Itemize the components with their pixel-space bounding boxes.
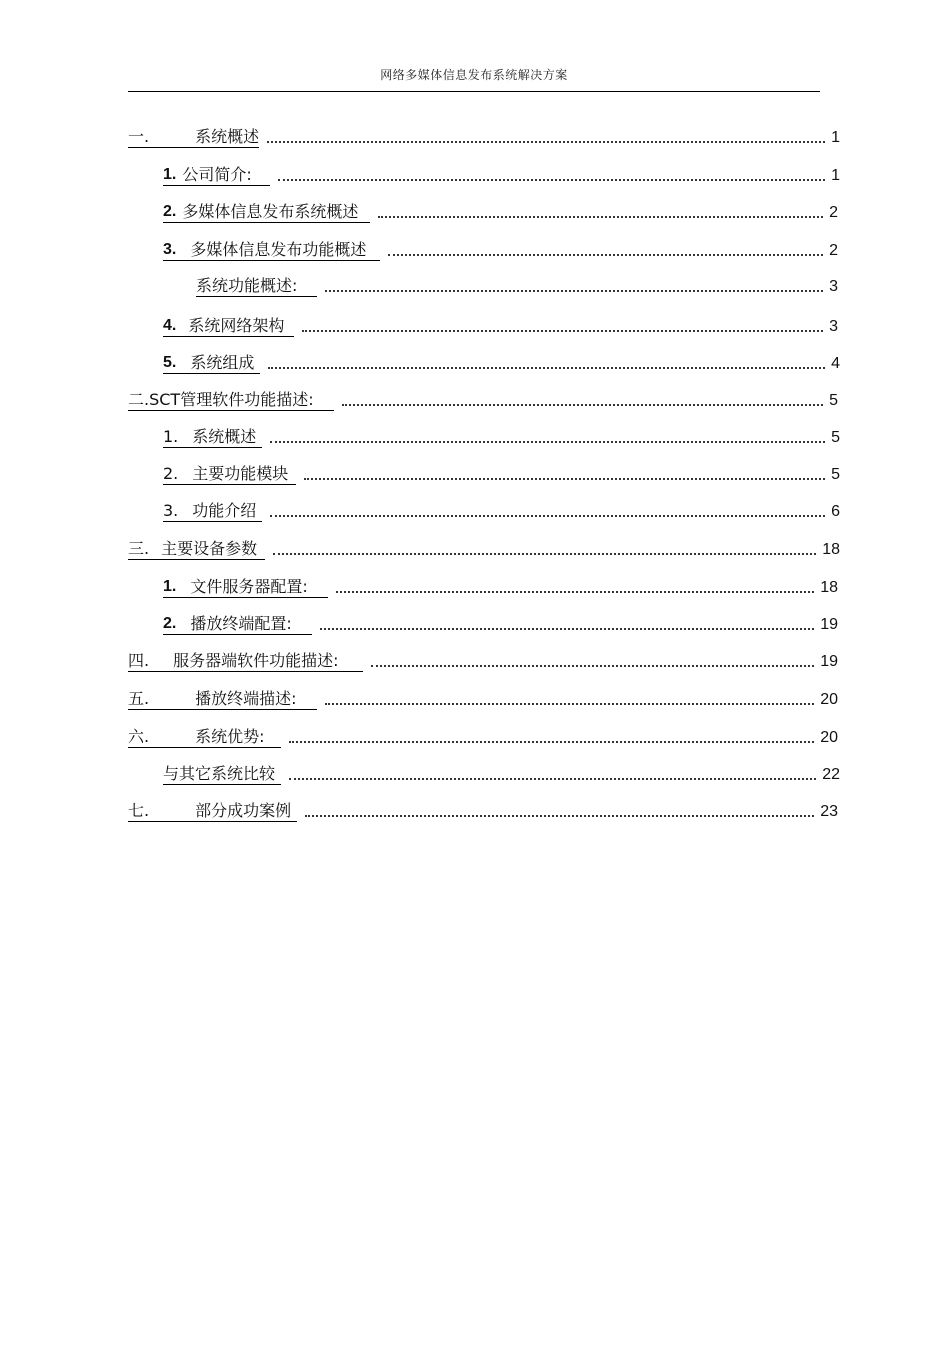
toc-entry-page: 6 — [831, 503, 840, 520]
toc-entry-number: 四. — [128, 651, 150, 670]
toc-entry-title: 多媒体信息发布系统概述 — [182, 202, 359, 221]
toc-entry-page: 2 — [829, 204, 838, 221]
dot-leader — [304, 478, 825, 480]
toc-entry-title: 系统概述 — [195, 127, 260, 146]
dot-leader — [270, 515, 825, 517]
toc-entry-title: 与其它系统比较 — [163, 764, 276, 783]
dot-leader — [278, 179, 825, 181]
dot-leader — [302, 330, 823, 332]
toc-entry-1-4[interactable] — [163, 313, 838, 337]
toc-entry-number: 1. — [163, 578, 177, 595]
toc-entry-page: 4 — [831, 355, 840, 372]
toc-entry-title: 系统网络架构 — [188, 316, 285, 335]
dot-leader — [267, 141, 825, 143]
toc-entry-4[interactable] — [128, 648, 838, 672]
toc-entry-number: 一. — [128, 127, 150, 146]
toc-entry-title: 主要设备参数 — [161, 539, 258, 558]
toc-entry-page: 20 — [820, 691, 838, 708]
toc-entry-title: 服务器端软件功能描述: — [173, 651, 339, 670]
toc-entry-title: 系统功能概述: — [196, 276, 298, 295]
dot-leader — [289, 741, 815, 743]
dot-leader — [305, 815, 814, 817]
toc-entry-number: 七. — [128, 801, 150, 820]
toc-entry-page: 23 — [820, 803, 838, 820]
toc-entry-title: 播放终端描述: — [195, 689, 297, 708]
toc-entry-3-1[interactable] — [163, 574, 838, 598]
toc-entry-number: 4. — [163, 317, 177, 334]
toc-entry-page: 3 — [829, 278, 838, 295]
toc-entry-2-3[interactable] — [163, 498, 840, 522]
toc-entry-number: 1. — [163, 166, 177, 183]
dot-leader — [371, 665, 815, 667]
toc-entry-page: 1 — [831, 167, 840, 184]
toc-entry-page: 5 — [831, 466, 840, 483]
dot-leader — [378, 216, 823, 218]
toc-entry-3-2[interactable] — [163, 611, 838, 635]
dot-leader — [320, 628, 814, 630]
dot-leader — [325, 703, 815, 705]
dot-leader — [388, 254, 823, 256]
toc-entry-number: 二. — [128, 390, 150, 409]
toc-entry-2-2[interactable] — [163, 461, 840, 485]
toc-entry-page: 22 — [822, 766, 840, 783]
toc-entry-title: SCT管理软件功能描述: — [149, 390, 314, 409]
toc-entry-1-2[interactable] — [163, 199, 838, 223]
toc-entry-page: 1 — [831, 129, 840, 146]
dot-leader — [342, 404, 824, 406]
toc-entry-number: 2. — [163, 615, 177, 632]
toc-entry-number: 2. — [163, 203, 177, 220]
toc-entry-6[interactable] — [128, 724, 838, 748]
dot-leader — [268, 367, 825, 369]
dot-leader — [336, 591, 814, 593]
toc-entry-title: 公司简介: — [182, 165, 252, 184]
toc-entry-page: 19 — [820, 653, 838, 670]
dot-leader — [273, 553, 816, 555]
toc-entry-system-functions[interactable] — [196, 273, 838, 297]
toc-entry-5[interactable] — [128, 686, 838, 710]
toc-entry-number: 1. — [163, 427, 179, 446]
toc-entry-3[interactable] — [128, 536, 840, 560]
toc-entry-title: 系统优势: — [195, 727, 265, 746]
toc-entry-1-3[interactable] — [163, 237, 838, 261]
toc-entry-number: 2. — [163, 464, 179, 483]
dot-leader — [270, 441, 825, 443]
toc-entry-page: 20 — [820, 729, 838, 746]
toc-entry-number: 3. — [163, 501, 179, 520]
toc-entry-page: 5 — [829, 392, 838, 409]
dot-leader — [325, 290, 823, 292]
toc-entry-number: 3. — [163, 241, 177, 258]
toc-entry-title: 功能介绍 — [192, 501, 257, 520]
toc-entry-number: 5. — [163, 354, 177, 371]
toc-entry-page: 18 — [822, 541, 840, 558]
toc-entry-page: 3 — [829, 318, 838, 335]
toc-entry-page: 2 — [829, 242, 838, 259]
toc-entry-number: 三. — [128, 539, 150, 558]
toc-entry-title: 播放终端配置: — [190, 614, 292, 633]
document-header-title: 网络多媒体信息发布系统解决方案 — [380, 68, 568, 82]
toc-entry-title: 主要功能模块 — [192, 464, 289, 483]
toc-entry-7[interactable] — [128, 798, 838, 822]
toc-entry-comparison[interactable] — [163, 761, 840, 785]
toc-entry-title: 系统概述 — [192, 427, 257, 446]
toc-entry-title: 多媒体信息发布功能概述 — [190, 240, 367, 259]
toc-entry-2[interactable] — [128, 387, 838, 411]
toc-entry-page: 18 — [820, 579, 838, 596]
toc-entry-1[interactable] — [128, 124, 840, 148]
dot-leader — [289, 778, 816, 780]
toc-entry-1-5[interactable] — [163, 350, 840, 374]
toc-entry-title: 部分成功案例 — [195, 801, 292, 820]
toc-entry-page: 5 — [831, 429, 840, 446]
toc-entry-title: 文件服务器配置: — [190, 577, 308, 596]
toc-entry-1-1[interactable] — [163, 162, 840, 186]
toc-entry-number: 六. — [128, 727, 150, 746]
toc-entry-title: 系统组成 — [190, 353, 255, 372]
toc-entry-page: 19 — [820, 616, 838, 633]
toc-entry-number: 五. — [128, 689, 150, 708]
toc-entry-2-1[interactable] — [163, 424, 840, 448]
